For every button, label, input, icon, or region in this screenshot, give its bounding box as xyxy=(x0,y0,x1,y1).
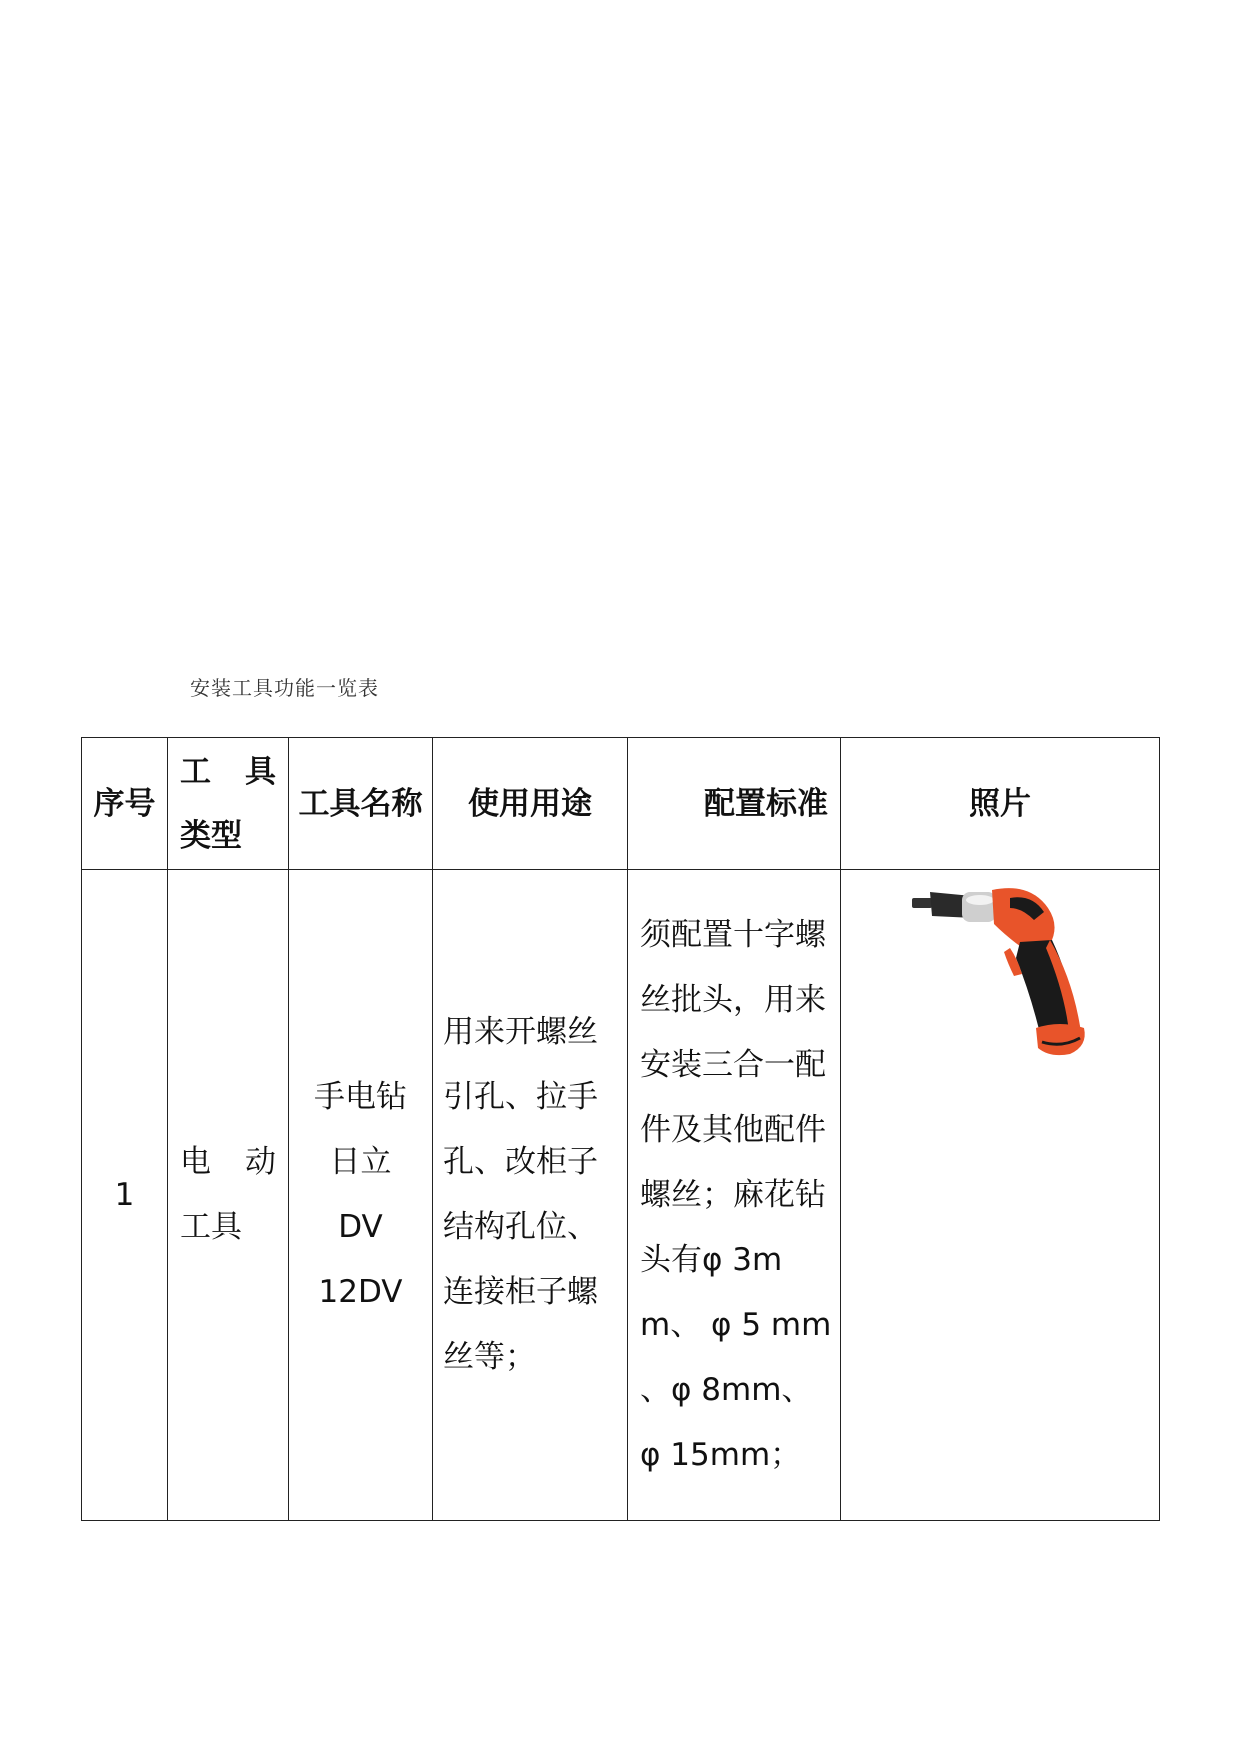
row-tool-name xyxy=(289,870,433,1521)
header-number: 序号 xyxy=(82,738,168,870)
header-tool-name: 工具名称 xyxy=(289,738,433,870)
row-tool-type xyxy=(168,870,289,1521)
row-tool-type-line2: 工具 xyxy=(180,1209,242,1245)
table-header-row xyxy=(82,738,1160,870)
header-config-standard: 配置标准 xyxy=(628,738,841,870)
header-tool-type-top: 工 具 xyxy=(180,753,276,790)
table-row xyxy=(82,870,1160,1521)
header-photo: 照片 xyxy=(841,738,1160,870)
row-usage: 用来开螺丝引孔、拉手孔、改柜子结构孔位、连接柜子螺丝等； xyxy=(433,870,628,1521)
header-tool-type xyxy=(168,738,289,870)
tools-table xyxy=(81,737,1160,1521)
row-tool-name-line3: DV xyxy=(338,1209,383,1245)
cordless-screwdriver-icon xyxy=(910,878,1090,1063)
document-title: 安装工具功能一览表 xyxy=(190,676,379,700)
header-usage: 使用用途 xyxy=(433,738,628,870)
row-tool-name-line1: 手电钻 xyxy=(314,1079,407,1115)
row-tool-name-line4: 12DV xyxy=(318,1274,403,1310)
header-tool-type-bottom: 类型 xyxy=(180,817,242,854)
row-number: 1 xyxy=(82,870,168,1521)
row-tool-type-line1: 电 动 xyxy=(180,1144,276,1180)
row-photo xyxy=(841,870,1160,1521)
row-config-standard: 须配置十字螺丝批头，用来安装三合一配件及其他配件螺丝；麻花钻头有φ 3mm、 φ 5 mm 、φ 8mm、 φ 15mm； xyxy=(628,870,841,1521)
row-tool-name-line2: 日立 xyxy=(329,1144,392,1180)
